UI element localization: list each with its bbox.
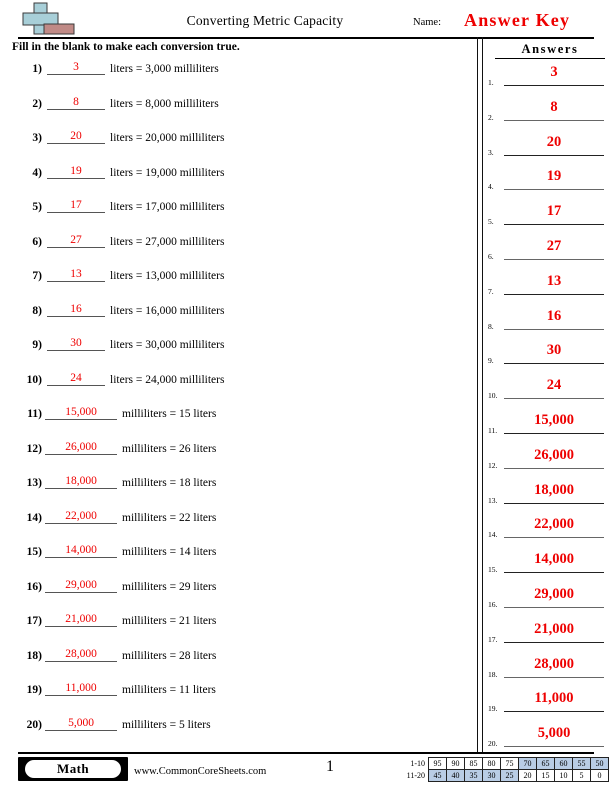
- answer-value: 21,000: [534, 620, 574, 637]
- problem-text: liters = 16,000 milliliters: [110, 304, 225, 317]
- answer-number: 14.: [488, 530, 498, 540]
- problem-answer-blank[interactable]: 19: [47, 165, 105, 179]
- answer-value: 20: [546, 133, 562, 150]
- answer-number: 5.: [488, 217, 494, 227]
- problem-text: liters = 8,000 milliliters: [110, 97, 219, 110]
- subject-badge-label: Math: [25, 760, 121, 778]
- problem-list: [0, 57, 477, 747]
- problem-number: 20): [26, 718, 42, 731]
- name-label: Name:: [413, 17, 441, 28]
- problem-row: [0, 575, 477, 610]
- problem-answer-blank[interactable]: 29,000: [45, 579, 117, 593]
- problem-answer-blank[interactable]: 26,000: [45, 441, 117, 455]
- problem-row: [0, 609, 477, 644]
- answer-value: 29,000: [534, 585, 574, 602]
- answer-rule: [504, 189, 604, 190]
- grading-scale-cell: 55: [573, 758, 591, 770]
- answer-number: 1.: [488, 78, 494, 87]
- answer-value: 27: [546, 237, 562, 254]
- problem-text: milliliters = 18 liters: [122, 477, 217, 489]
- answer-rule: [504, 294, 604, 295]
- problem-row: [0, 678, 477, 713]
- answer-rule: [504, 224, 604, 225]
- answer-rule: [504, 642, 604, 643]
- problem-number: 15): [26, 546, 42, 558]
- answer-number: 10.: [488, 391, 498, 401]
- problem-row: [0, 471, 477, 506]
- problem-number: 13): [26, 477, 42, 489]
- answer-value: 8: [550, 98, 558, 115]
- website-url: www.CommonCoreSheets.com: [134, 766, 267, 777]
- answer-value: 14,000: [534, 551, 574, 568]
- problem-number: 19): [26, 684, 42, 696]
- grading-scale-cell: 95: [429, 758, 447, 770]
- problem-answer-blank[interactable]: 30: [47, 337, 105, 351]
- grading-scale-cell: 85: [465, 758, 483, 770]
- grading-scale-cell: 30: [483, 770, 501, 782]
- answer-value: 16: [546, 307, 562, 324]
- answer-number: 18.: [488, 669, 498, 679]
- grading-scale-row: [397, 770, 609, 782]
- answer-rule: [504, 537, 604, 538]
- answer-number: 20.: [488, 739, 498, 749]
- problem-number: 8): [32, 304, 42, 317]
- answer-row: [482, 410, 612, 445]
- grading-scale-cell: 65: [537, 758, 555, 770]
- answer-row: [482, 549, 612, 584]
- grading-scale-cell: 10: [555, 770, 573, 782]
- answer-value: 24: [546, 377, 562, 394]
- answer-row: [482, 688, 612, 723]
- answer-number: 4.: [488, 182, 494, 192]
- grading-scale-cell: 0: [591, 770, 609, 782]
- problem-answer-blank[interactable]: 13: [47, 268, 105, 282]
- problem-row: [0, 161, 477, 196]
- problem-text: milliliters = 5 liters: [122, 718, 211, 731]
- cross-plus-logo-icon: [20, 2, 82, 36]
- grading-scale-body: [397, 758, 609, 782]
- problem-row: [0, 230, 477, 265]
- answer-row: [482, 584, 612, 619]
- answer-row: [482, 340, 612, 375]
- problem-number: 5): [32, 201, 42, 213]
- answer-number: 8.: [488, 321, 494, 331]
- grading-scale-row-label: 11-20: [406, 771, 425, 780]
- problem-number: 3): [32, 132, 42, 144]
- answer-row: [482, 62, 612, 97]
- answer-number: 3.: [488, 147, 494, 157]
- answer-number: 15.: [488, 565, 498, 575]
- problem-text: liters = 20,000 milliliters: [110, 132, 225, 144]
- problem-number: 4): [32, 166, 42, 179]
- answer-number: 2.: [488, 112, 494, 122]
- problem-number: 9): [32, 339, 42, 351]
- problem-row: [0, 402, 477, 437]
- grading-scale-cell: 35: [465, 770, 483, 782]
- answer-row: [482, 445, 612, 480]
- answer-rule: [504, 433, 604, 434]
- problem-answer-blank[interactable]: 17: [47, 199, 105, 213]
- grading-scale-cell: 40: [447, 770, 465, 782]
- problem-text: milliliters = 28 liters: [122, 649, 217, 662]
- answer-value: 18,000: [534, 481, 574, 498]
- problem-answer-blank[interactable]: 22,000: [45, 510, 117, 524]
- column-divider-left: [477, 37, 478, 752]
- problem-text: liters = 19,000 milliliters: [110, 166, 225, 179]
- answer-rule: [504, 329, 604, 330]
- problem-row: [0, 506, 477, 541]
- problem-row: [0, 299, 477, 334]
- answer-number: 16.: [488, 599, 498, 609]
- answer-rule: [504, 259, 604, 260]
- answer-row: [482, 654, 612, 689]
- problem-text: liters = 3,000 milliliters: [110, 63, 219, 75]
- answer-value: 19: [546, 168, 562, 185]
- answer-number: 12.: [488, 460, 498, 470]
- grading-scale-cell: 15: [537, 770, 555, 782]
- grading-scale-cell: 75: [501, 758, 519, 770]
- answer-number: 13.: [488, 495, 498, 505]
- problem-text: milliliters = 15 liters: [122, 408, 217, 420]
- problem-answer-blank[interactable]: 15,000: [45, 406, 117, 420]
- problem-number: 12): [26, 442, 42, 455]
- problem-text: liters = 24,000 milliliters: [110, 373, 225, 386]
- answer-list: [482, 62, 612, 758]
- problem-row: [0, 368, 477, 403]
- problem-text: liters = 27,000 milliliters: [110, 235, 225, 248]
- problem-text: milliliters = 21 liters: [122, 615, 217, 627]
- problem-text: liters = 17,000 milliliters: [110, 201, 225, 213]
- answer-rule: [504, 711, 604, 712]
- worksheet-header: [0, 0, 612, 40]
- grading-scale-cell: 45: [429, 770, 447, 782]
- problem-answer-blank[interactable]: 27: [47, 234, 105, 248]
- problem-text: milliliters = 26 liters: [122, 442, 217, 455]
- answer-value: 3: [550, 64, 558, 80]
- problem-row: [0, 195, 477, 230]
- problem-answer-blank[interactable]: 16: [47, 303, 105, 317]
- answer-value: 17: [546, 203, 562, 220]
- answer-value: 13: [546, 272, 562, 289]
- page-number: 1: [326, 758, 334, 775]
- problem-row: [0, 333, 477, 368]
- answer-value: 30: [546, 342, 562, 359]
- answer-rule: [504, 746, 604, 747]
- problem-number: 17): [26, 615, 42, 627]
- problem-row: [0, 644, 477, 679]
- problem-number: 11): [27, 408, 42, 420]
- answer-row: [482, 306, 612, 341]
- problem-number: 7): [32, 270, 42, 282]
- answer-value: 22,000: [534, 516, 574, 533]
- problem-number: 6): [32, 235, 42, 248]
- answer-row: [482, 514, 612, 549]
- problem-number: 1): [32, 63, 42, 75]
- answer-row: [482, 271, 612, 306]
- answer-rule: [504, 363, 604, 364]
- subject-badge: [18, 757, 128, 781]
- answer-row: [482, 201, 612, 236]
- answer-value: 26,000: [534, 446, 574, 463]
- answer-row: [482, 619, 612, 654]
- answer-number: 11.: [488, 425, 498, 435]
- problem-text: milliliters = 11 liters: [122, 684, 216, 696]
- problem-number: 16): [26, 580, 42, 593]
- header-divider: [18, 37, 594, 39]
- answer-value: 5,000: [537, 725, 571, 742]
- problem-text: milliliters = 29 liters: [122, 580, 217, 593]
- problem-text: liters = 30,000 milliliters: [110, 339, 225, 351]
- problem-answer-blank[interactable]: 24: [47, 372, 105, 386]
- grading-scale-cell: 5: [573, 770, 591, 782]
- problem-answer-blank[interactable]: 28,000: [45, 648, 117, 662]
- grading-scale-row: [397, 758, 609, 770]
- grading-scale-cell: 70: [519, 758, 537, 770]
- problem-answer-blank[interactable]: 18,000: [45, 475, 117, 489]
- answer-number: 7.: [488, 286, 494, 296]
- problem-text: milliliters = 22 liters: [122, 511, 217, 524]
- instruction-text: Fill in the blank to make each conversion true.: [12, 41, 240, 53]
- problem-number: 10): [26, 373, 42, 386]
- answer-rule: [504, 677, 604, 678]
- answer-row: [482, 166, 612, 201]
- answer-row: [482, 97, 612, 132]
- problem-answer-blank[interactable]: 8: [47, 96, 105, 110]
- answer-row: [482, 375, 612, 410]
- problem-row: [0, 540, 477, 575]
- answer-rule: [504, 468, 604, 469]
- problem-row: [0, 126, 477, 161]
- answer-value: 28,000: [534, 655, 574, 672]
- answers-heading: Answers: [495, 42, 605, 59]
- grading-scale-row-label: 1-10: [410, 759, 425, 768]
- answer-rule: [504, 120, 604, 121]
- problem-answer-blank[interactable]: 5,000: [45, 717, 117, 731]
- answer-number: 17.: [488, 634, 498, 644]
- problem-number: 18): [26, 649, 42, 662]
- grading-scale-cell: 90: [447, 758, 465, 770]
- grading-scale-cell: 25: [501, 770, 519, 782]
- answer-rule: [504, 503, 604, 504]
- answer-number: 6.: [488, 251, 494, 261]
- problem-text: milliliters = 14 liters: [122, 546, 217, 558]
- grading-scale-cell: 50: [591, 758, 609, 770]
- problem-row: [0, 92, 477, 127]
- answer-rule: [504, 85, 604, 86]
- grading-scale-table: [397, 757, 609, 782]
- problem-number: 2): [32, 97, 42, 110]
- grading-scale-cell: 80: [483, 758, 501, 770]
- grading-scale-cell: 60: [555, 758, 573, 770]
- answer-rule: [504, 398, 604, 399]
- problem-row: [0, 264, 477, 299]
- problem-answer-blank[interactable]: 21,000: [45, 613, 117, 627]
- answer-rule: [504, 155, 604, 156]
- grading-scale-cell: 20: [519, 770, 537, 782]
- answer-row: [482, 132, 612, 167]
- problem-text: liters = 13,000 milliliters: [110, 270, 225, 282]
- answer-value: 11,000: [534, 690, 574, 707]
- page-title: Converting Metric Capacity: [186, 13, 344, 28]
- answer-rule: [504, 572, 604, 573]
- answer-row: [482, 480, 612, 515]
- problem-row: [0, 713, 477, 748]
- problem-answer-blank[interactable]: 11,000: [45, 682, 117, 696]
- footer-divider: [18, 752, 594, 754]
- problem-answer-blank[interactable]: 3: [47, 61, 105, 75]
- answer-key-badge: Answer Key: [464, 10, 571, 30]
- problem-row: [0, 437, 477, 472]
- problem-row: [0, 57, 477, 92]
- problem-answer-blank[interactable]: 20: [47, 130, 105, 144]
- answer-row: [482, 236, 612, 271]
- answer-value: 15,000: [534, 411, 574, 428]
- problem-answer-blank[interactable]: 14,000: [45, 544, 117, 558]
- answer-number: 9.: [488, 356, 494, 366]
- answer-rule: [504, 607, 604, 608]
- problem-number: 14): [26, 511, 42, 524]
- answer-number: 19.: [488, 704, 498, 714]
